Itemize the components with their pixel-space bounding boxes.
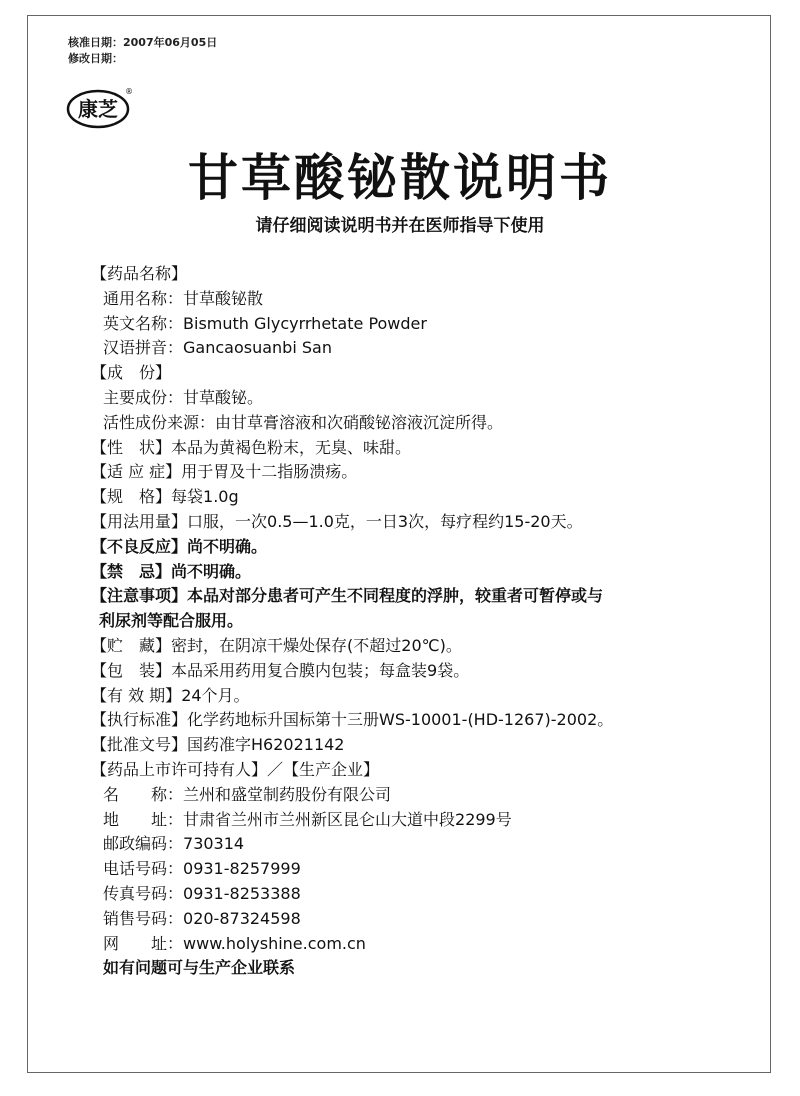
standard-row xyxy=(91,708,751,733)
precautions-row xyxy=(91,584,751,609)
approval-number-row xyxy=(91,733,751,758)
phone-label: 电话号码： xyxy=(103,859,184,879)
website-value: www.holyshine.com.cn xyxy=(183,933,366,953)
registered-mark: ® xyxy=(125,87,133,96)
sales-phone-label: 销售号码： xyxy=(103,908,184,928)
indications-header: 【适 应 症】 xyxy=(91,462,182,482)
drug-name-header: 【药品名称】 xyxy=(91,264,188,283)
dosage-value: 口服，一次0.5—1.0克，一日3次，每疗程约15-20天。 xyxy=(187,511,583,531)
character-value: 本品为黄褐色粉末，无臭、味甜。 xyxy=(171,437,412,457)
package-row xyxy=(91,659,751,684)
generic-name-label: 通用名称： xyxy=(103,288,184,308)
company-name-value: 兰州和盛堂制药股份有限公司 xyxy=(183,784,392,804)
pinyin-name-label: 汉语拼音： xyxy=(103,338,184,358)
postcode-row xyxy=(91,832,751,857)
company-name-row xyxy=(91,783,751,808)
indications-row xyxy=(91,460,751,485)
active-source-row xyxy=(91,411,751,436)
specification-header: 【规 格】 xyxy=(91,487,172,507)
contraindications-header: 【禁 忌】 xyxy=(91,561,172,581)
main-ingredient-value: 甘草酸铋。 xyxy=(183,387,264,407)
phone-row xyxy=(91,857,751,882)
validity-row xyxy=(91,684,751,709)
website-label: 网 址： xyxy=(103,933,184,953)
english-name-value: Bismuth Glycyrrhetate Powder xyxy=(183,313,427,333)
validity-header: 【有 效 期】 xyxy=(91,685,182,705)
specification-row xyxy=(91,485,751,510)
active-source-label: 活性成份来源： xyxy=(103,412,216,432)
postcode-label: 邮政编码： xyxy=(103,834,184,854)
pinyin-name-row xyxy=(91,336,751,361)
adverse-reactions-header: 【不良反应】 xyxy=(91,536,188,556)
phone-value: 0931-8257999 xyxy=(183,859,301,879)
approval-number-header: 【批准文号】 xyxy=(91,735,188,755)
postcode-value: 730314 xyxy=(183,834,245,854)
brand-logo xyxy=(66,84,136,130)
adverse-reactions-value: 尚不明确。 xyxy=(187,536,268,556)
validity-value: 24个月。 xyxy=(181,685,250,705)
standard-header: 【执行标准】 xyxy=(91,710,188,730)
company-name-label: 名 称： xyxy=(103,784,184,804)
dosage-header: 【用法用量】 xyxy=(91,511,188,531)
package-value: 本品采用药用复合膜内包装；每盒装9袋。 xyxy=(171,660,470,680)
storage-header: 【贮 藏】 xyxy=(91,635,172,655)
approval-number-value: 国药准字H62021142 xyxy=(187,735,345,755)
company-address-row xyxy=(91,808,751,833)
company-address-value: 甘肃省兰州市兰州新区昆仑山大道中段2299号 xyxy=(183,809,512,829)
generic-name-value: 甘草酸铋散 xyxy=(183,288,264,308)
dosage-row xyxy=(91,510,751,535)
contraindications-value: 尚不明确。 xyxy=(171,561,252,581)
main-ingredient-label: 主要成份： xyxy=(103,387,184,407)
storage-row xyxy=(91,634,751,659)
ingredients-header: 【成 份】 xyxy=(91,363,172,383)
generic-name-row xyxy=(91,287,751,312)
standard-value: 化学药地标升国标第十三册WS-10001-(HD-1267)-2002。 xyxy=(187,710,614,730)
sales-phone-row xyxy=(91,907,751,932)
english-name-label: 英文名称： xyxy=(103,313,184,333)
precautions-header: 【注意事项】 xyxy=(91,586,188,606)
storage-value: 密封，在阴凉干燥处保存(不超过20℃)。 xyxy=(171,635,462,655)
contraindications-row xyxy=(91,560,751,585)
indications-value: 用于胃及十二指肠溃疡。 xyxy=(181,462,358,482)
document-title: 甘草酸铋散说明书 xyxy=(188,149,612,207)
fax-label: 传真号码： xyxy=(103,883,184,903)
contact-note: 如有问题可与生产企业联系 xyxy=(103,958,296,978)
english-name-row xyxy=(91,312,751,337)
website-row xyxy=(91,932,751,957)
leaflet-content xyxy=(91,262,751,981)
company-address-label: 地 址： xyxy=(103,809,184,829)
approval-date: 核准日期：2007年06月05日 xyxy=(68,36,218,49)
adverse-reactions-row xyxy=(91,535,751,560)
package-header: 【包 装】 xyxy=(91,660,172,680)
holder-header: 【药品上市许可持有人】／【生产企业】 xyxy=(91,759,380,779)
fax-row xyxy=(91,882,751,907)
logo-text: 康芝 xyxy=(78,97,118,121)
revision-date: 修改日期： xyxy=(68,52,123,65)
fax-value: 0931-8253388 xyxy=(183,883,301,903)
active-source-value: 由甘草膏溶液和次硝酸铋溶液沉淀所得。 xyxy=(215,412,504,432)
precautions-value-1: 本品对部分患者可产生不同程度的浮肿，较重者可暂停或与 xyxy=(187,586,604,606)
main-ingredient-row xyxy=(91,386,751,411)
specification-value: 每袋1.0g xyxy=(171,487,239,507)
document-subtitle: 请仔细阅读说明书并在医师指导下使用 xyxy=(255,216,545,236)
precautions-continuation: 利尿剂等配合服用。 xyxy=(99,611,244,631)
pinyin-name-value: Gancaosuanbi San xyxy=(183,338,332,358)
sales-phone-value: 020-87324598 xyxy=(183,908,301,928)
character-header: 【性 状】 xyxy=(91,437,172,457)
character-row xyxy=(91,436,751,461)
